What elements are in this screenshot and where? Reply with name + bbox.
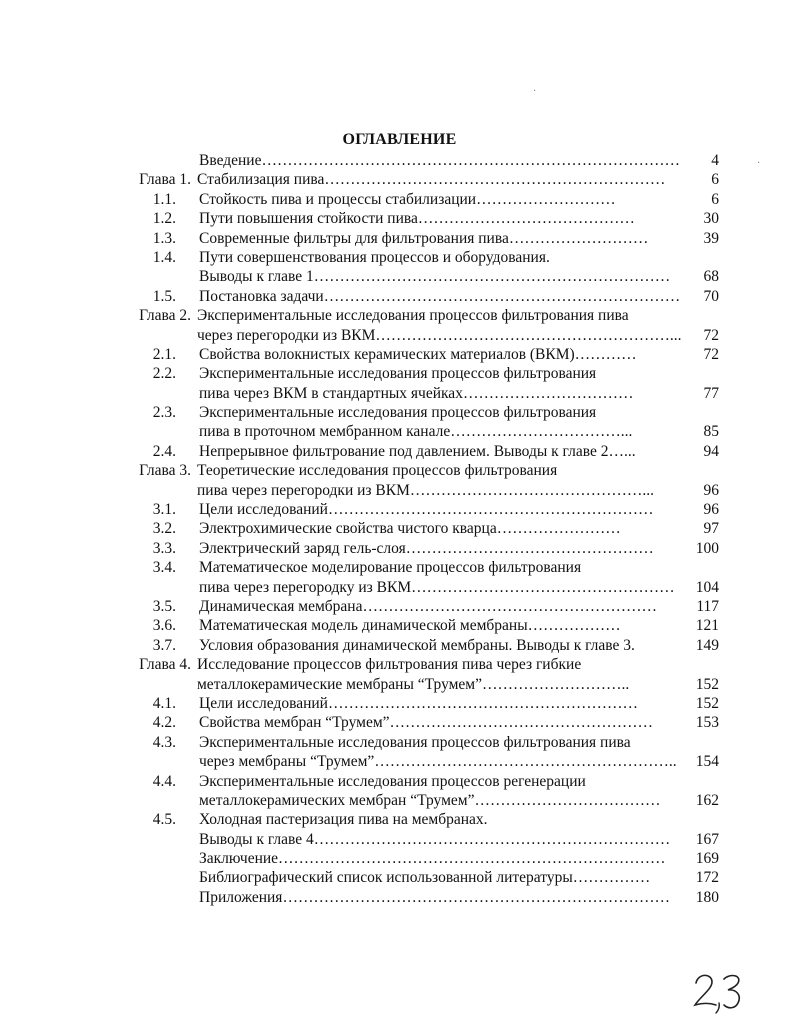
toc-line [0, 461, 799, 480]
toc-page-number: 172 [695, 869, 719, 887]
toc-entry-number: 1.3. [152, 229, 176, 247]
toc-entry [0, 888, 799, 907]
toc-line [0, 636, 799, 655]
toc-entry [0, 151, 799, 170]
toc-line [0, 190, 799, 209]
toc-entry-title: Заключение………………………………………………………………… [199, 850, 666, 868]
toc-entry [0, 519, 799, 538]
toc-page-number: 6 [711, 171, 719, 189]
toc-line [0, 442, 799, 461]
toc-entry [0, 713, 799, 732]
toc-entry-number: 4.5. [152, 811, 176, 829]
toc-entry-title: Стойкость пива и процессы стабилизации……………………… [199, 190, 616, 208]
toc-entry-title: Электрохимические свойства чистого кварца…………………… [199, 520, 621, 538]
toc-page-number: 97 [703, 520, 719, 538]
toc-entry [0, 655, 799, 694]
toc-entry [0, 868, 799, 887]
toc-entry [0, 229, 799, 248]
toc-entry-number: 3.5. [152, 597, 176, 615]
toc-line [0, 849, 799, 868]
toc-entry [0, 849, 799, 868]
toc-line [0, 306, 799, 325]
toc-page-number: 162 [695, 791, 719, 809]
toc-entry-title: Исследование процессов фильтрования пива через гибкие [197, 656, 582, 674]
toc-entry-title: Стабилизация пива………………………………………………………… [197, 171, 666, 189]
toc-entry [0, 772, 799, 811]
toc-page-number: 72 [703, 345, 719, 363]
toc-entry-title: через перегородки из ВКМ…………………………………………………... [197, 326, 682, 344]
toc-line [0, 384, 799, 403]
toc-entry-title: Экспериментальные исследования процессов фильтрования пива [197, 307, 629, 325]
toc-line [0, 500, 799, 519]
toc-line [0, 287, 799, 306]
toc-entry-number: 3.2. [152, 520, 176, 538]
toc-page-number: 85 [703, 423, 719, 441]
toc-entry-number: 1.1. [152, 190, 176, 208]
toc-entry-number: 3.6. [152, 617, 176, 635]
toc-entry-title: пива через перегородку из ВКМ…………………………………………… [199, 578, 675, 596]
toc-entry-number: 3.3. [152, 539, 176, 557]
toc-entry-number: 1.2. [152, 210, 176, 228]
toc-entry [0, 597, 799, 616]
toc-entry-number: 1.4. [152, 248, 176, 266]
toc-entry-title: Экспериментальные исследования процессов регенерации [199, 772, 586, 790]
toc-line [0, 539, 799, 558]
toc-line [0, 655, 799, 674]
toc-entry-title: Постановка задачи…………………………………………………………… [199, 287, 681, 305]
toc-entry-number: 3.1. [152, 501, 176, 519]
toc-entry-number: 2.4. [152, 442, 176, 460]
toc-entry-number: 4.1. [152, 694, 176, 712]
scan-speck: · [533, 86, 537, 97]
toc-page-number: 96 [703, 481, 719, 499]
toc-entry-title: пива в проточном мембранном канале……………………………... [199, 423, 633, 441]
toc-line [0, 772, 799, 791]
toc-page-number: 180 [695, 888, 719, 906]
toc-page-number: 104 [695, 578, 719, 596]
toc-entry-title: Пути повышения стойкости пива…………………………………… [199, 210, 635, 228]
toc-line [0, 422, 799, 441]
toc-entry-title: Математическая модель динамической мембраны……………… [199, 617, 621, 635]
toc-line [0, 229, 799, 248]
toc-entry-number: 3.7. [152, 636, 176, 654]
toc-entry [0, 539, 799, 558]
toc-entry-title: металлокерамические мембраны “Трумем”……………………….. [197, 675, 630, 693]
toc-line [0, 733, 799, 752]
toc-line [0, 830, 799, 849]
toc-entry [0, 442, 799, 461]
toc-entry [0, 209, 799, 228]
toc-entry-title: Экспериментальные исследования процессов фильтрования пива [199, 733, 631, 751]
toc-line [0, 326, 799, 345]
toc-line [0, 713, 799, 732]
toc-entry-title: Цели исследований…………………………………………………… [199, 694, 638, 712]
toc-entry-title: Приложения………………………………………………………………… [199, 888, 670, 906]
toc-line [0, 345, 799, 364]
toc-entry-title: пива через перегородки из ВКМ………………………………………... [197, 481, 654, 499]
toc-entry-number: 2.2. [152, 365, 176, 383]
toc-entry-number: 2.3. [152, 404, 176, 422]
toc-entry-title: пива через ВКМ в стандартных ячейках…………………………… [199, 384, 634, 402]
toc-entry-title: Непрерывное фильтрование под давлением. Выводы к главе 2…... [199, 442, 636, 460]
toc-entry-number: 3.4. [152, 559, 176, 577]
toc-page-number: 72 [703, 326, 719, 344]
toc-entry [0, 461, 799, 500]
toc-entry-number: Глава 1. [139, 171, 191, 189]
toc-entry-title: Свойства мембран “Трумем”…………………………………………… [199, 714, 654, 732]
toc-page-number: 149 [695, 636, 719, 654]
toc-line [0, 519, 799, 538]
toc-page-number: 154 [695, 753, 719, 771]
toc-entry [0, 500, 799, 519]
toc-line [0, 752, 799, 771]
toc-page-number: 152 [695, 675, 719, 693]
toc-page-number: 121 [695, 617, 719, 635]
toc-line [0, 791, 799, 810]
toc-line [0, 151, 799, 170]
toc-entry-title: Цели исследований……………………………………………………… [199, 501, 654, 519]
toc-entry-title: Экспериментальные исследования процессов фильтрования [199, 404, 597, 422]
table-of-contents [0, 151, 799, 907]
toc-entry-title: Введение……………………………………………………………………… [199, 152, 680, 169]
toc-entry [0, 287, 799, 306]
toc-page-number: 70 [703, 287, 719, 305]
toc-entry [0, 170, 799, 189]
toc-entry-number: 1.5. [152, 287, 176, 305]
toc-page-number: 94 [703, 442, 719, 460]
toc-entry-title: Выводы к главе 1…………………………………………………………… [199, 268, 671, 286]
toc-line [0, 481, 799, 500]
toc-entry [0, 558, 799, 597]
toc-entry [0, 248, 799, 287]
toc-entry-title: Экспериментальные исследования процессов фильтрования [199, 365, 597, 383]
toc-page-number: 167 [695, 830, 719, 848]
toc-entry-title: Библиографический список использованной литературы…………… [199, 869, 651, 887]
toc-line [0, 578, 799, 597]
toc-line [0, 694, 799, 713]
toc-page-number: 152 [695, 694, 719, 712]
toc-page-number: 4 [711, 152, 719, 169]
toc-entry [0, 364, 799, 403]
toc-entry-number: 4.2. [152, 714, 176, 732]
toc-entry-title: Условия образования динамической мембраны. Выводы к главе 3. [199, 636, 635, 654]
toc-line [0, 810, 799, 829]
toc-entry [0, 306, 799, 345]
toc-entry-title: Динамическая мембрана………………………………………………… [199, 597, 657, 615]
toc-entry-title: Пути совершенствования процессов и оборудования. [199, 248, 550, 266]
toc-page-number: 68 [703, 268, 719, 286]
toc-entry [0, 636, 799, 655]
toc-entry-title: металлокерамических мембран “Трумем”……………………………… [199, 791, 661, 809]
toc-page-number: 100 [695, 539, 719, 557]
toc-line [0, 267, 799, 286]
toc-entry-title: Электрический заряд гель-слоя………………………………………… [199, 539, 654, 557]
toc-page-number: 77 [703, 384, 719, 402]
toc-line [0, 868, 799, 887]
toc-page-number: 117 [696, 597, 719, 615]
toc-line [0, 170, 799, 189]
toc-page-number: 39 [703, 229, 719, 247]
page-title: ОГЛАВЛЕНИЕ [342, 131, 457, 148]
toc-line [0, 597, 799, 616]
toc-entry-number: Глава 2. [139, 307, 191, 325]
toc-entry [0, 694, 799, 713]
toc-entry-title: Математическое моделирование процессов фильтрования [199, 559, 582, 577]
toc-line [0, 209, 799, 228]
toc-entry-title: Свойства волокнистых керамических материалов (ВКМ)………… [199, 345, 637, 363]
toc-entry [0, 345, 799, 364]
toc-line [0, 888, 799, 907]
toc-entry-number: Глава 3. [139, 462, 191, 480]
toc-line [0, 616, 799, 635]
toc-entry-number: 4.4. [152, 772, 176, 790]
handwritten-page-number [690, 965, 750, 1015]
toc-line [0, 558, 799, 577]
toc-line [0, 364, 799, 383]
toc-entry-number: 4.3. [152, 733, 176, 751]
toc-entry [0, 190, 799, 209]
toc-entry [0, 733, 799, 772]
toc-page-number: 30 [703, 210, 719, 228]
toc-line [0, 403, 799, 422]
toc-entry-title: Холодная пастеризация пива на мембранах. [199, 811, 488, 829]
toc-entry [0, 616, 799, 635]
toc-page-number: 169 [695, 850, 719, 868]
toc-entry-title: Теоретические исследования процессов фильтрования [197, 462, 558, 480]
toc-page-number: 6 [711, 190, 719, 208]
toc-entry-number: 2.1. [152, 345, 176, 363]
toc-entry-title: Выводы к главе 4…………………………………………………………… [199, 830, 671, 848]
toc-page-number: 96 [703, 501, 719, 519]
toc-entry-title: Современные фильтры для фильтрования пива……………………… [199, 229, 649, 247]
scan-speck: · [757, 158, 761, 169]
toc-line [0, 675, 799, 694]
toc-page-number: 153 [695, 714, 719, 732]
toc-entry [0, 403, 799, 442]
toc-line [0, 248, 799, 267]
toc-entry [0, 810, 799, 849]
toc-entry-title: через мембраны “Трумем”………………………………………………….. [199, 753, 677, 771]
toc-entry-number: Глава 4. [139, 656, 191, 674]
